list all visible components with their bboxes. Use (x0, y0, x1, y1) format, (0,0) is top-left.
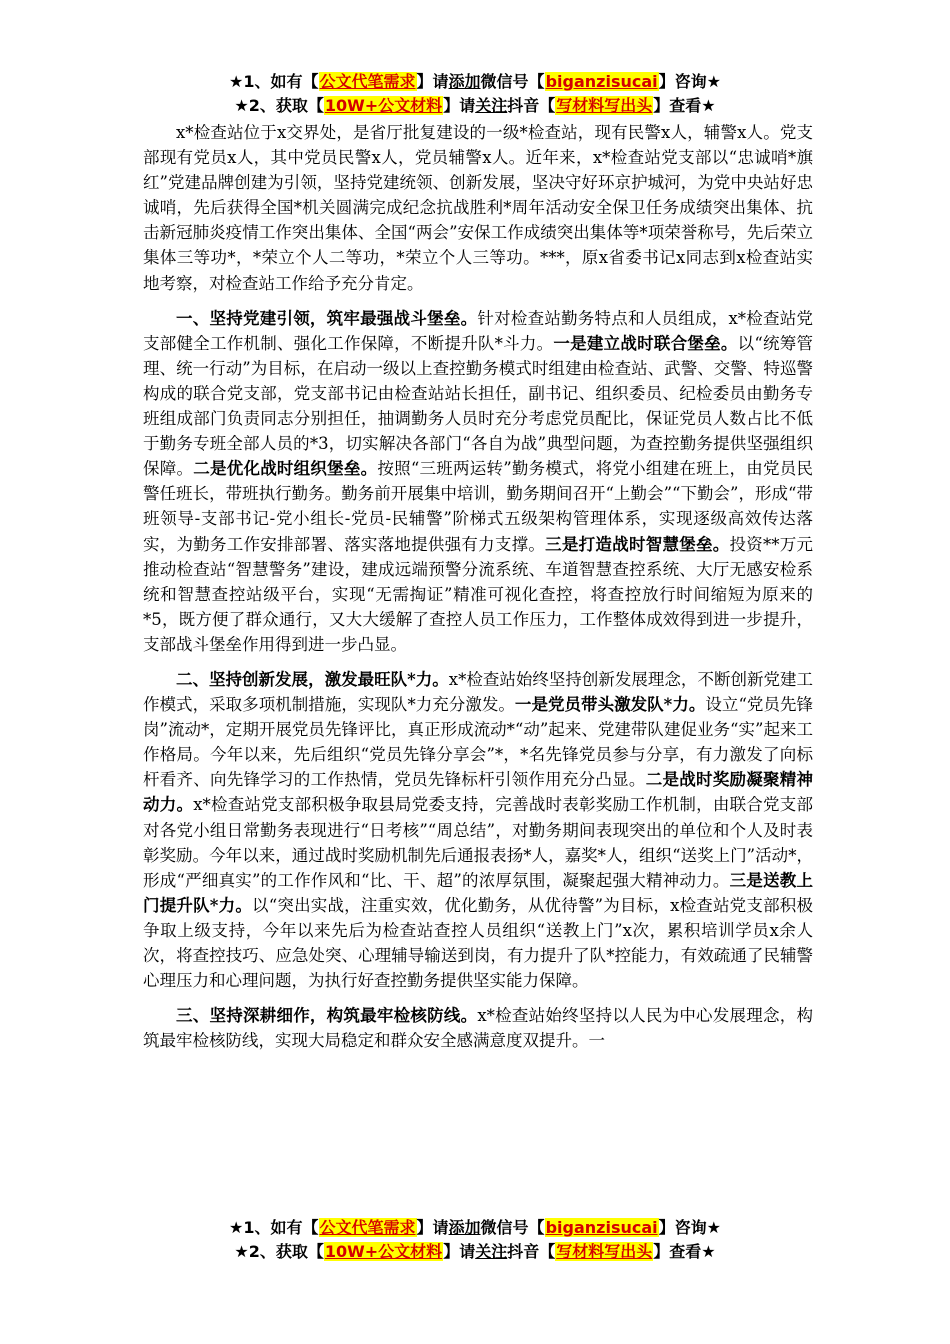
section-3-heading: 三、坚持深耕细作，构筑最牢检核防线。 (176, 1006, 478, 1026)
banner-line-2: ★2、获取【10W+公文材料】请关注抖音【写材料写出头】查看★ (234, 1242, 716, 1261)
writing-service-highlight: 公文代笔需求 (319, 1218, 416, 1237)
douyin-account-highlight: 写材料写出头 (556, 96, 653, 115)
section-2-point-2: 二是战时奖励凝聚精神动力。 (143, 770, 814, 815)
section-1-paragraph: 一、坚持党建引领，筑牢最强战斗堡垒。针对检查站勤务特点和人员组成，x*检查站党支部健全工作机制、强化工作保障，不断提升队*斗力。一是建立战时联合堡垒。以“统筹管理、统一行动”为目标，在启动一级以上查控勤务模式时组建由检查站、武警、交警、特巡警构成的联合党支部，党支部书记由检查站站长担任，副书记、组织委员、纪检委员由勤务专班组成部门负责同志分别担任，抽调勤务人员时充分考虑党员配比，保证党员人数占比不低于勤务专班全部人员的*3，切实解决各部门“各自为战”典型问题，为查控勤务提供坚强组织保障。二是优化战时组织堡垒。按照“三班两运转”勤务模式，将党小组建在班上，由党员民警任班长，带班执行勤务。勤务前开展集中培训，勤务期间召开“上勤会”“下勤会”，形成“带班领导-支部书记-党小组长-党员-民辅警”阶梯式五级架构管理体系，实现逐级高效传达落实，为勤务工作安排部署、落实落地提供强有力支撑。三是打造战时智慧堡垒。投资**万元推动检查站“智慧警务”建设，建成远端预警分流系统、车道智慧查控系统、大厅无感安检系统和智慧查控站级平台，实现“无需掏证”精准可视化查控，将查控放行时间缩短为原来的*5，既方便了群众通行，又大大缓解了查控人员工作压力，工作整体成效得到进一步提升，支部战斗堡垒作用得到进一步凸显。 (143, 308, 814, 654)
wechat-id-highlight: biganzisucai (545, 1218, 658, 1237)
materials-highlight: 10W+公文材料 (324, 1242, 443, 1261)
section-1-heading: 一、坚持党建引领，筑牢最强战斗堡垒。 (176, 308, 478, 328)
section-1-point-3: 三是打造战时智慧堡垒。 (545, 534, 730, 554)
section-2-paragraph: 二、坚持创新发展，激发最旺队*力。x*检查站始终坚持创新发展理念，不断创新党建工作模式，采取多项机制措施，实现队*力充分激发。一是党员带头激发队*力。设立“党员先锋岗”流动*，定期开展党员先锋评比，真正形成流动*“动”起来、党建带队建促业务“实”起来工作格局。今年以来，先后组织“党员先锋分享会”*，*名先锋党员参与分享，有力激发了向标杆看齐、向先锋学习的工作热情，党员先锋标杆引领作用充分凸显。二是战时奖励凝聚精神动力。x*检查站党支部积极争取县局党委支持，完善战时表彰奖励工作机制，由联合党支部对各党小组日常勤务表现进行“日考核”“周总结”，对勤务期间表现突出的单位和个人及时表彰奖励。今年以来，通过战时奖励机制先后通报表扬*人，嘉奖*人，组织“送奖上门”活动*，形成“严细真实”的工作作风和“比、干、超”的浓厚氛围，凝聚起强大精神动力。三是送教上门提升队*力。以“突出实战，注重实效，优化勤务，从优待警”为目标，x检查站党支部积极争取上级支持，今年以来先后为检查站查控人员组织“送教上门”x次，累积培训学员x余人次，将查控技巧、应急处突、心理辅导输送到岗，有力提升了队*控能力，有效疏通了民辅警心理压力和心理问题，为执行好查控勤务提供坚实能力保障。 (143, 669, 814, 991)
section-2-point-1: 一是党员带头激发队*力。 (514, 695, 706, 715)
banner-line-2: ★2、获取【10W+公文材料】请关注抖音【写材料写出头】查看★ (234, 96, 716, 115)
document-body (143, 120, 813, 1053)
section-2-heading: 二、坚持创新发展，激发最旺队*力。 (176, 669, 449, 689)
top-banner (0, 70, 950, 118)
section-2-point-3: 三是送教上门提升队*力。 (143, 870, 813, 915)
bottom-banner (0, 1216, 950, 1264)
intro-paragraph: x*检查站位于x交界处，是省厅批复建设的一级*检查站，现有民警x人，辅警x人。党支部现有党员x人，其中党员民警x人，党员辅警x人。近年来，x*检查站党支部以“忠诚哨*旗红”党建品牌创建为引领，坚持党建统领、创新发展，坚决守好环京护城河，为党中央站好忠诚哨，先后获得全国*机关圆满完成纪念抗战胜利*周年活动安全保卫任务成绩突出集体、抗击新冠肺炎疫情工作突出集体、全国“两会”安保工作成绩突出集体等*项荣誉称号，先后荣立集体三等功*，*荣立个人二等功，*荣立个人三等功。***，原x省委书记x同志到x检查站实地考察，对检查站工作给予充分肯定。 (143, 123, 813, 293)
materials-highlight: 10W+公文材料 (324, 96, 443, 115)
section-1-point-1: 一是建立战时联合堡垒。 (553, 333, 738, 353)
banner-line-1: ★1、如有【公文代笔需求】请添加微信号【biganzisucai】咨询★ (229, 1218, 721, 1237)
banner-line-1: ★1、如有【公文代笔需求】请添加微信号【biganzisucai】咨询★ (229, 72, 721, 91)
douyin-account-highlight: 写材料写出头 (556, 1242, 653, 1261)
wechat-id-highlight: biganzisucai (545, 72, 658, 91)
section-3-paragraph: 三、坚持深耕细作，构筑最牢检核防线。x*检查站始终坚持以人民为中心发展理念，构筑最牢检核防线，实现大局稳定和群众安全感满意度双提升。一 (143, 1006, 814, 1051)
writing-service-highlight: 公文代笔需求 (319, 72, 416, 91)
section-1-point-2: 二是优化战时组织堡垒。 (193, 459, 378, 479)
